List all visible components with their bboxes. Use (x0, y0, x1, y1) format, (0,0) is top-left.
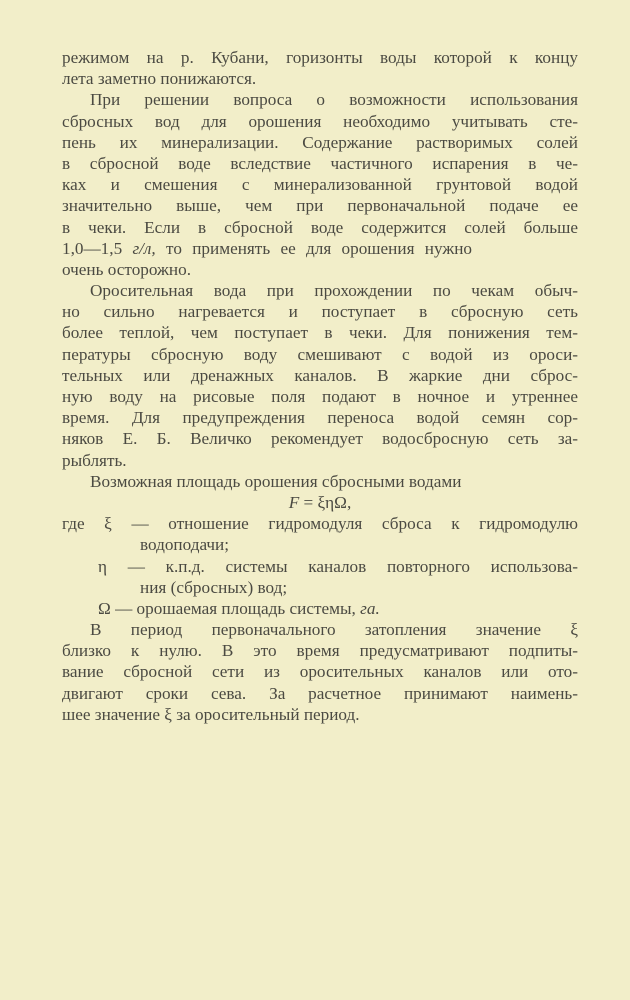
text-line (62, 238, 578, 259)
text-line: значительно выше, чем при первоначальной подаче ее (62, 196, 578, 216)
formula (62, 492, 578, 513)
text-line: лета заметно понижаются. (62, 69, 257, 89)
text-line: пень их минерализации. Содержание растворимых солей (62, 132, 578, 152)
definition-omega (62, 598, 578, 619)
text-line: более теплой, чем поступает в чеки. Для понижения тем- (62, 323, 578, 343)
unit-italic: га. (360, 598, 380, 618)
text-line: в чеки. Если в сбросной воде содержится солей больше (62, 217, 578, 237)
text-line: двигают сроки сева. За расчетное принимают наимень- (62, 683, 578, 703)
text-line: шее значение ξ за оросительный период. (62, 704, 360, 724)
text-line: рыблять. (62, 450, 127, 470)
text-line: ния (сбросных) вод; (140, 577, 288, 597)
text-segment: то применять ее для орошения нужно (155, 238, 473, 258)
paragraph-start: В период первоначального затопления значение ξ (90, 620, 578, 640)
paragraph-start: Возможная площадь орошения сбросными водами (90, 471, 462, 491)
text-line: время. Для предупреждения переноса водой семян сор- (62, 408, 578, 428)
book-page-text (62, 47, 578, 725)
text-line: ную воду на рисовые поля подают в ночное и утреннее (62, 387, 578, 406)
text-line: водоподачи; (140, 535, 230, 555)
text-line: но сильно нагревается и поступает в сбросную сеть (62, 302, 578, 322)
text-line: сбросных вод для орошения необходимо учитывать сте- (62, 111, 578, 131)
formula-variable: F (288, 492, 300, 512)
text-line: в сбросной воде вследствие частичного испарения в че- (62, 153, 578, 173)
text-line: тельных или дренажных каналов. В жаркие дни сброс- (62, 365, 578, 385)
text-segment: 1,0—1,5 (62, 238, 133, 258)
text-line: ках и смешения с минерализованной грунтовой водой (62, 175, 578, 195)
unit-italic: г/л, (132, 238, 156, 258)
definition-xi: где ξ — отношение гидромодуля сброса к гидромодулю (62, 514, 578, 534)
formula-rhs: = ξηΩ, (299, 492, 352, 512)
text-line: вание сбросной сети из оросительных каналов или ото- (62, 662, 578, 682)
paragraph-start: При решении вопроса о возможности использования (90, 90, 578, 110)
paragraph-start: Оросительная вода при прохождении по чекам обыч- (90, 281, 578, 301)
text-line: пературы сбросную воду смешивают с водой из ороси- (62, 344, 578, 364)
text-line: очень осторожно. (62, 259, 192, 279)
text-line: няков Е. Б. Величко рекомендует водосбросную сеть за- (62, 429, 578, 449)
text-line: близко к нулю. В это время предусматривают подпиты- (62, 641, 578, 661)
text-line: режимом на р. Кубани, горизонты воды которой к концу (62, 48, 578, 67)
text-segment: Ω — орошаемая площадь системы, (98, 598, 361, 618)
definition-eta: η — к.п.д. системы каналов повторного использова- (98, 556, 578, 576)
